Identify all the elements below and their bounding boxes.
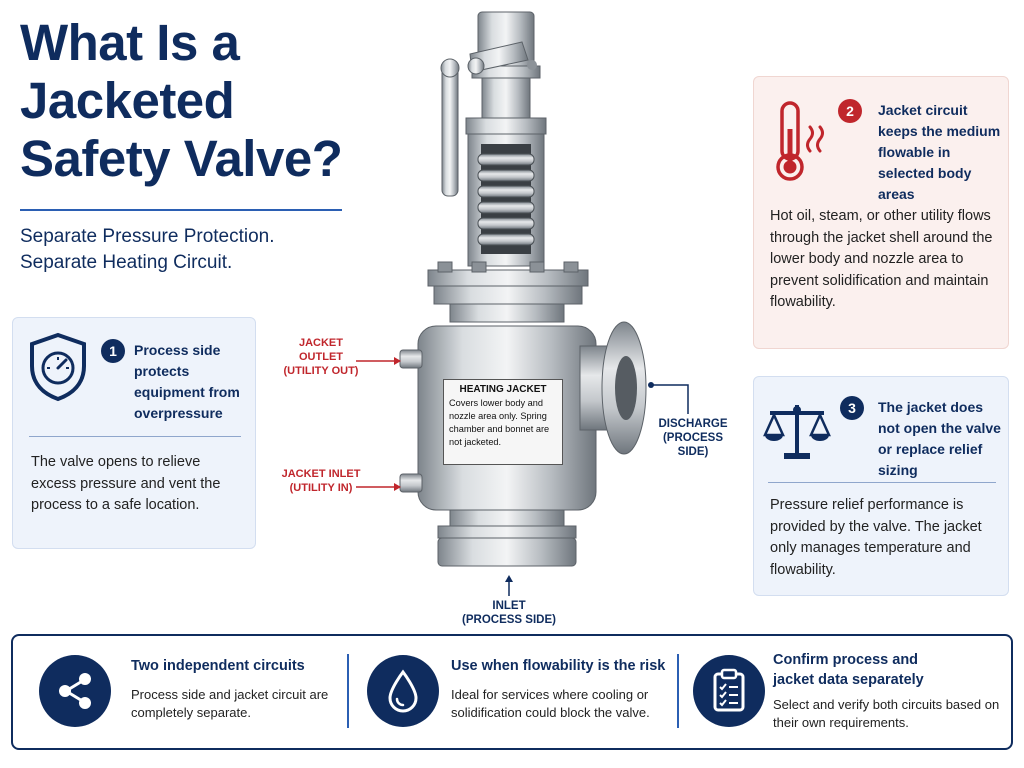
- card-3-body: Pressure relief performance is provided by the valve. The jacket only manages temperature and flowability.: [770, 497, 982, 578]
- card-1-divider: [29, 436, 241, 437]
- card-2-body: Hot oil, steam, or other utility flows through the jacket shell around the lower body and nozzle area to prevent solidification and maintain flowability.: [770, 208, 993, 310]
- card-process-side: [12, 317, 256, 549]
- card-1-heading: Process side protects equipment from overpressure: [134, 342, 240, 421]
- shield-gauge-icon: [27, 332, 89, 407]
- plate-text: Covers lower body and nozzle area only. Spring chamber and bonnet are not jacketed.: [449, 398, 550, 447]
- balance-scale-icon: [762, 401, 832, 468]
- summary-banner: [11, 634, 1013, 750]
- card-number-3: 3: [840, 396, 864, 420]
- card-3-divider: [768, 482, 996, 483]
- subtitle: [20, 224, 275, 276]
- card-number-1: 1: [101, 339, 125, 363]
- bottom-divider-1: [347, 654, 349, 728]
- card-1-body: The valve opens to relieve excess pressure and vent the process to a safe location.: [31, 454, 221, 513]
- jacket-inlet-label: JACKET INLET: [281, 468, 361, 480]
- card-3-heading: The jacket does not open the valve or replace relief sizing: [878, 399, 1001, 478]
- title-divider: [20, 209, 342, 211]
- droplet-icon: [367, 655, 439, 727]
- discharge-label: DISCHARGE: [658, 418, 728, 430]
- card-2-heading: Jacket circuit keeps the medium flowable in selected body areas: [878, 102, 1001, 202]
- bottom-1-text: Process side and jacket circuit are completely separate.: [131, 687, 329, 720]
- subtitle-line-2: Separate Heating Circuit.: [20, 252, 233, 273]
- jacket-outlet-sub: (UTILITY OUT): [283, 365, 359, 377]
- subtitle-line-1: Separate Pressure Protection.: [20, 226, 275, 247]
- bottom-3-text: Select and verify both circuits based on their own requirements.: [773, 697, 1000, 730]
- jacket-inlet-callout: [276, 467, 366, 495]
- bottom-1-heading: Two independent circuits: [131, 658, 305, 674]
- inlet-callout: [459, 599, 559, 627]
- bottom-3-heading: Confirm process and jacket data separately: [773, 652, 924, 688]
- card-jacket-limits: [753, 376, 1009, 596]
- clipboard-checklist-icon: [693, 655, 765, 727]
- jacket-outlet-label: JACKET OUTLET: [298, 337, 343, 363]
- bottom-divider-2: [677, 654, 679, 728]
- jacket-outlet-arrow: [356, 353, 402, 371]
- thermometer-heat-icon: [768, 99, 832, 188]
- jacket-inlet-sub: (UTILITY IN): [289, 482, 353, 494]
- inlet-sub: (PROCESS SIDE): [462, 614, 556, 626]
- network-nodes-icon: [39, 655, 111, 727]
- bottom-2-heading: Use when flowability is the risk: [451, 658, 666, 674]
- discharge-sub: (PROCESS SIDE): [662, 432, 724, 458]
- heating-jacket-plate: [443, 379, 563, 465]
- inlet-label: INLET: [492, 600, 526, 612]
- card-number-2: 2: [838, 99, 862, 123]
- bottom-2-text: Ideal for services where cooling or solidification could block the valve.: [451, 687, 650, 720]
- discharge-callout: [648, 417, 738, 459]
- valve-illustration: [380, 8, 650, 578]
- page-title: What Is a Jacketed Safety Valve?: [20, 14, 343, 187]
- jacket-inlet-arrow: [356, 479, 402, 497]
- jacket-outlet-callout: [276, 336, 366, 378]
- card-jacket-circuit: [753, 76, 1009, 349]
- plate-title: HEATING JACKET: [459, 384, 547, 395]
